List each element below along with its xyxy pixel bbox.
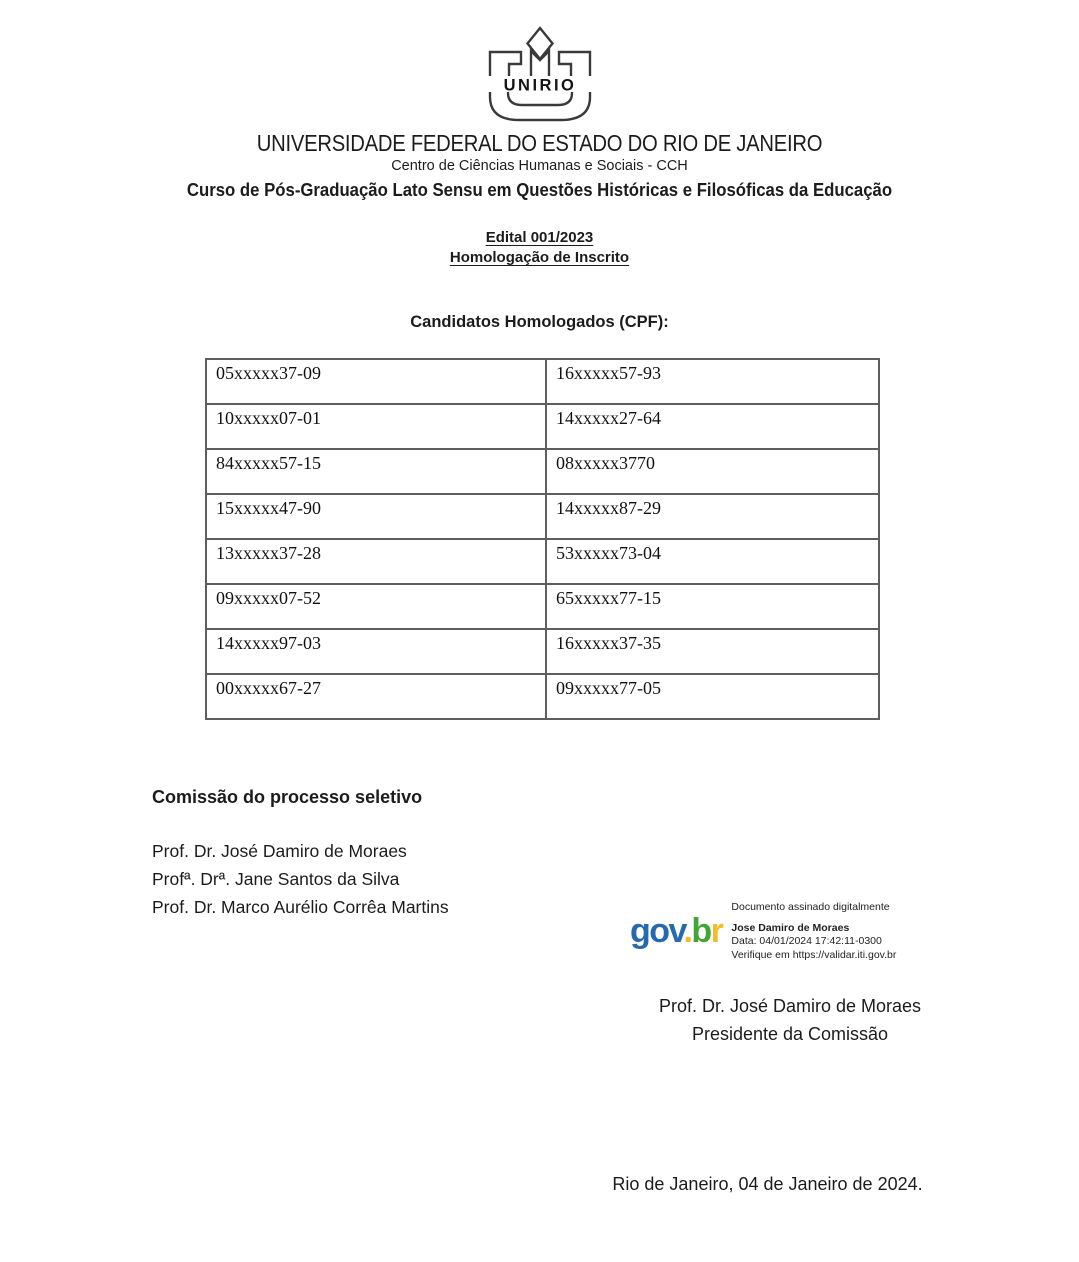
govbr-b: b bbox=[691, 912, 711, 950]
stamp-header: Documento assinado digitalmente bbox=[731, 901, 890, 913]
cpf-cell: 13xxxxx37-28 bbox=[206, 539, 546, 584]
edital-subtitle: Homologação de Inscrito bbox=[449, 249, 630, 266]
cpf-cell: 14xxxxx97-03 bbox=[206, 629, 546, 674]
commission-member: Prof. Dr. José Damiro de Moraes bbox=[152, 841, 407, 861]
cpf-cell: 16xxxxx37-35 bbox=[546, 629, 879, 674]
table-row bbox=[206, 404, 879, 449]
cpf-cell: 09xxxxx07-52 bbox=[206, 584, 546, 629]
course-name: Curso de Pós-Graduação Lato Sensu em Questões Históricas e Filosóficas da Educação bbox=[186, 180, 893, 200]
govbr-logo-icon bbox=[630, 914, 722, 948]
govbr-dot: . bbox=[683, 912, 692, 950]
table-row bbox=[206, 584, 879, 629]
cpf-cell: 84xxxxx57-15 bbox=[206, 449, 546, 494]
commission-members bbox=[152, 837, 449, 921]
cpf-cell: 05xxxxx37-09 bbox=[206, 359, 546, 404]
table-row bbox=[206, 494, 879, 539]
commission-member: Prof. Dr. Marco Aurélio Corrêa Martins bbox=[152, 897, 449, 917]
table-row bbox=[206, 449, 879, 494]
candidates-table bbox=[205, 358, 880, 720]
cpf-cell: 65xxxxx77-15 bbox=[546, 584, 879, 629]
digital-signature-stamp bbox=[630, 901, 896, 962]
table-row bbox=[206, 539, 879, 584]
table-row bbox=[206, 674, 879, 719]
signature-name-block bbox=[650, 992, 930, 1048]
unirio-logo-text: UNIRIO bbox=[503, 76, 576, 95]
cpf-cell: 14xxxxx87-29 bbox=[546, 494, 879, 539]
university-name: UNIVERSIDADE FEDERAL DO ESTADO DO RIO DE JANEIRO bbox=[256, 130, 823, 156]
govbr-r: r bbox=[710, 912, 723, 950]
edital-title: Edital 001/2023 bbox=[485, 229, 594, 246]
cpf-cell: 09xxxxx77-05 bbox=[546, 674, 879, 719]
unirio-logo-icon bbox=[484, 26, 596, 123]
cpf-cell: 15xxxxx47-90 bbox=[206, 494, 546, 539]
cpf-cell: 16xxxxx57-93 bbox=[546, 359, 879, 404]
commission-heading: Comissão do processo seletivo bbox=[152, 787, 423, 807]
stamp-date: Data: 04/01/2024 17:42:11-0300 bbox=[731, 935, 882, 947]
signer-role: Presidente da Comissão bbox=[691, 1024, 889, 1044]
candidates-table-title: Candidatos Homologados (CPF): bbox=[410, 313, 669, 331]
cpf-cell: 00xxxxx67-27 bbox=[206, 674, 546, 719]
table-row bbox=[206, 629, 879, 674]
commission-member: Profª. Drª. Jane Santos da Silva bbox=[152, 869, 400, 889]
center-name: Centro de Ciências Humanas e Sociais - CCH bbox=[391, 158, 688, 174]
table-row bbox=[206, 359, 879, 404]
govbr-gov: gov bbox=[630, 912, 684, 950]
stamp-verify-url: Verifique em https://validar.iti.gov.br bbox=[731, 948, 897, 961]
cpf-cell: 08xxxxx3770 bbox=[546, 449, 879, 494]
cpf-cell: 10xxxxx07-01 bbox=[206, 404, 546, 449]
signer-name: Prof. Dr. José Damiro de Moraes bbox=[658, 996, 922, 1016]
unirio-logo bbox=[474, 26, 606, 123]
stamp-text bbox=[731, 901, 896, 962]
cpf-cell: 53xxxxx73-04 bbox=[546, 539, 879, 584]
date-line: Rio de Janeiro, 04 de Janeiro de 2024. bbox=[612, 1174, 923, 1194]
cpf-cell: 14xxxxx27-64 bbox=[546, 404, 879, 449]
stamp-signer-name: Jose Damiro de Moraes bbox=[731, 921, 850, 934]
